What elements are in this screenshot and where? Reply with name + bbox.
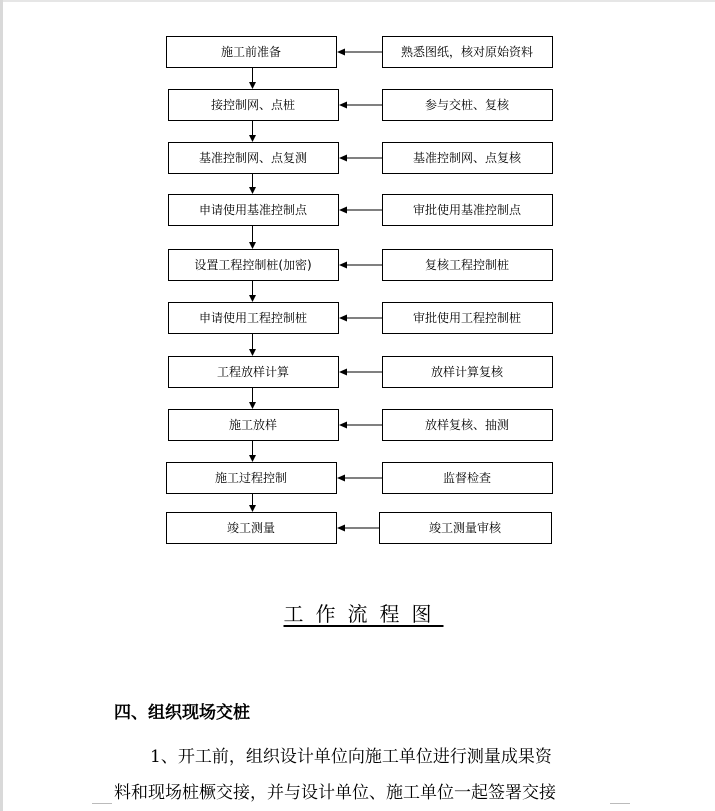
check-step-box xyxy=(383,250,553,281)
check-step-box xyxy=(383,463,553,494)
flowchart-caption: 工作流程图 xyxy=(283,602,444,626)
check-step-box xyxy=(383,303,553,334)
main-step-box-label: 施工过程控制 xyxy=(214,471,288,485)
main-step-box xyxy=(167,37,337,68)
flow-arrow-head xyxy=(249,505,256,512)
flow-arrow-head xyxy=(249,455,256,462)
check-step-box xyxy=(383,90,553,121)
paragraph-line-2: 料和现场桩橛交接，并与设计单位、施工单位一起签署交接 xyxy=(114,783,556,803)
check-step-box-label: 监督检查 xyxy=(442,471,492,485)
check-step-box-label: 熟悉图纸，核对原始资料 xyxy=(400,45,534,59)
main-step-box-label: 施工放样 xyxy=(228,418,278,432)
review-arrow-head xyxy=(339,262,347,269)
main-step-box xyxy=(169,143,339,174)
main-step-box xyxy=(169,303,339,334)
check-step-box xyxy=(383,37,553,68)
check-step-box xyxy=(383,410,553,441)
review-arrow-head xyxy=(337,475,345,482)
page-corner-mark-right xyxy=(610,803,630,804)
check-step-box-label: 基准控制网、点复核 xyxy=(412,151,522,165)
check-step-box xyxy=(383,195,553,226)
main-step-box-label: 竣工测量 xyxy=(226,521,276,535)
review-arrow-head xyxy=(339,315,347,322)
review-arrow-head xyxy=(337,525,345,532)
main-step-box xyxy=(169,357,339,388)
page-corner-mark-left xyxy=(92,803,112,804)
flow-arrow-head xyxy=(249,402,256,409)
check-step-box-label: 参与交桩、复核 xyxy=(424,98,510,112)
main-step-box xyxy=(169,195,339,226)
review-arrow-head xyxy=(337,49,345,56)
main-step-box-label: 申请使用工程控制桩 xyxy=(198,311,308,325)
flow-arrow-head xyxy=(249,242,256,249)
main-step-box xyxy=(167,463,337,494)
flow-arrow-head xyxy=(249,82,256,89)
main-step-box-label: 基准控制网、点复测 xyxy=(198,151,308,165)
main-step-box-label: 接控制网、点桩 xyxy=(210,98,296,112)
check-step-box xyxy=(383,143,553,174)
main-step-box xyxy=(169,410,339,441)
check-step-box-label: 审批使用基准控制点 xyxy=(412,203,522,217)
main-step-box-label: 工程放样计算 xyxy=(216,365,290,379)
paragraph-line-1: 1、开工前，组织设计单位向施工单位进行测量成果资 xyxy=(150,747,552,767)
flow-arrow-head xyxy=(249,187,256,194)
main-step-box-label: 申请使用基准控制点 xyxy=(198,203,308,217)
check-step-box xyxy=(383,357,553,388)
check-step-box-label: 放样复核、抽测 xyxy=(424,418,510,432)
check-step-box-label: 放样计算复核 xyxy=(430,365,504,379)
check-step-box-label: 竣工测量审核 xyxy=(428,521,502,535)
section-heading: 四、组织现场交桩 xyxy=(114,703,250,723)
main-step-box-label: 施工前准备 xyxy=(220,45,282,59)
flow-arrow-head xyxy=(249,295,256,302)
review-arrow-head xyxy=(339,422,347,429)
review-arrow-head xyxy=(339,155,347,162)
main-step-box-label: 设置工程控制桩(加密) xyxy=(194,258,312,272)
review-arrow-head xyxy=(339,207,347,214)
main-step-box xyxy=(169,90,339,121)
check-step-box-label: 复核工程控制桩 xyxy=(424,258,510,272)
check-step-box xyxy=(380,513,552,544)
check-step-box-label: 审批使用工程控制桩 xyxy=(412,311,522,325)
flow-arrow-head xyxy=(249,349,256,356)
review-arrow-head xyxy=(339,102,347,109)
main-step-box xyxy=(169,250,339,281)
flow-arrow-head xyxy=(249,135,256,142)
review-arrow-head xyxy=(339,369,347,376)
main-step-box xyxy=(167,513,337,544)
